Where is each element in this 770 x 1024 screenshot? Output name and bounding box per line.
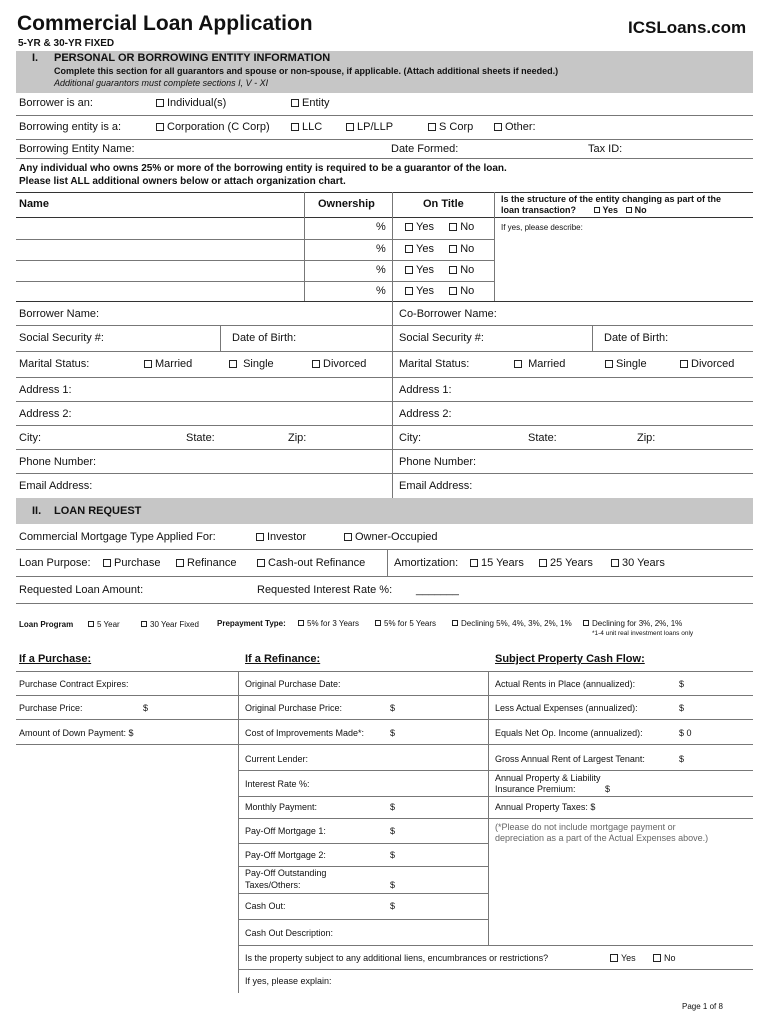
- checkbox[interactable]: [626, 207, 632, 213]
- prepay-option-4[interactable]: Declining for 3%, 2%, 1%: [583, 619, 682, 628]
- date-formed-field[interactable]: Date Formed:: [391, 143, 459, 155]
- coborrower-marital-label: Marital Status:: [399, 358, 470, 370]
- checkbox[interactable]: [470, 559, 478, 567]
- borrower-address1-field[interactable]: Address 1:: [19, 384, 72, 396]
- coborrower-single[interactable]: Single: [605, 358, 647, 370]
- orig-purchase-date-field[interactable]: Original Purchase Date:: [245, 679, 341, 689]
- checkbox[interactable]: [494, 123, 502, 131]
- owner-row-4-pct[interactable]: %: [376, 285, 386, 297]
- owner-row-3-pct[interactable]: %: [376, 264, 386, 276]
- page-number: Page 1 of 8: [682, 1002, 723, 1011]
- orig-purchase-price-field[interactable]: Original Purchase Price:: [245, 703, 343, 713]
- checkbox[interactable]: [344, 533, 352, 541]
- checkbox[interactable]: [405, 266, 413, 274]
- entity-name-field[interactable]: Borrowing Entity Name:: [19, 143, 135, 155]
- owners-title-header: On Title: [423, 198, 464, 210]
- checkbox[interactable]: [605, 360, 613, 368]
- amortization-15[interactable]: 15 Years: [470, 557, 524, 569]
- checkbox[interactable]: [156, 99, 164, 107]
- refi-interest-rate-field[interactable]: Interest Rate %:: [245, 779, 310, 789]
- owners-structure-header: Is the structure of the entity changing as part of the: [501, 194, 722, 204]
- section-1-note: Additional guarantors must complete sections I, V - XI: [54, 78, 269, 88]
- prepay-option-3[interactable]: Declining 5%, 4%, 3%, 2%, 1%: [452, 619, 572, 628]
- cashflow-note-2: depreciation as a part of the Actual Expenses above.): [495, 833, 709, 843]
- coborrower-ssn-field[interactable]: Social Security #:: [399, 332, 484, 344]
- checkbox[interactable]: [428, 123, 436, 131]
- cash-out-field[interactable]: Cash Out:: [245, 901, 286, 911]
- refinance-heading: If a Refinance:: [245, 653, 321, 665]
- mortgage-type-owner-occupied[interactable]: Owner-Occupied: [344, 531, 438, 543]
- borrower-email-field[interactable]: Email Address:: [19, 480, 93, 492]
- borrower-ssn-field[interactable]: Social Security #:: [19, 332, 104, 344]
- current-lender-field[interactable]: Current Lender:: [245, 754, 309, 764]
- coborrower-state-field[interactable]: State:: [528, 432, 557, 444]
- borrower-state-field[interactable]: State:: [186, 432, 215, 444]
- insurance-label-2[interactable]: Insurance Premium:: [495, 784, 576, 794]
- owner-row-2-title[interactable]: Yes No: [405, 243, 474, 255]
- loan-program-5yr[interactable]: 5 Year: [88, 620, 120, 629]
- largest-tenant-field[interactable]: Gross Annual Rent of Largest Tenant:: [495, 754, 645, 764]
- amortization-25[interactable]: 25 Years: [539, 557, 593, 569]
- coborrower-divorced[interactable]: Divorced: [680, 358, 734, 370]
- loan-purpose-label: Loan Purpose:: [19, 557, 91, 569]
- payoff-outstanding-label-2[interactable]: Taxes/Others:: [245, 880, 301, 890]
- section-2-title: LOAN REQUEST: [54, 505, 142, 517]
- coborrower-phone-field[interactable]: Phone Number:: [399, 456, 477, 468]
- improvements-dollar: $: [390, 728, 396, 738]
- borrower-married[interactable]: Married: [144, 358, 192, 370]
- net-op-income-field[interactable]: Equals Net Op. Income (annualized):: [495, 728, 643, 738]
- checkbox[interactable]: [291, 99, 299, 107]
- owner-row-4-title[interactable]: Yes No: [405, 285, 474, 297]
- borrower-single[interactable]: Single: [229, 358, 274, 370]
- tax-id-field[interactable]: Tax ID:: [588, 143, 623, 155]
- coborrower-married[interactable]: Married: [514, 358, 565, 370]
- guarantor-note-1: Any individual who owns 25% or more of the borrowing entity is required to be a guarantor of the loan.: [19, 163, 507, 174]
- monthly-payment-dollar: $: [390, 802, 396, 812]
- loan-purpose-cashout[interactable]: Cash-out Refinance: [257, 557, 365, 569]
- cashflow-heading: Subject Property Cash Flow:: [495, 653, 645, 665]
- property-taxes-field[interactable]: Annual Property Taxes: $: [495, 802, 596, 812]
- checkbox[interactable]: [405, 245, 413, 253]
- checkbox[interactable]: [611, 559, 619, 567]
- prepay-option-1[interactable]: 5% for 3 Years: [298, 619, 359, 628]
- checkbox[interactable]: [449, 245, 457, 253]
- payoff-mortgage-1-dollar: $: [390, 826, 396, 836]
- payoff-mortgage-2-dollar: $: [390, 850, 396, 860]
- purchase-price-field[interactable]: Purchase Price:: [19, 703, 83, 713]
- coborrower-city-field[interactable]: City:: [399, 432, 421, 444]
- checkbox[interactable]: [312, 360, 320, 368]
- entity-type-llc[interactable]: LLC: [291, 121, 322, 133]
- actual-expenses-dollar: $: [679, 703, 685, 713]
- section-1-number: I.: [32, 52, 39, 64]
- section-2-number: II.: [32, 505, 42, 517]
- checkbox[interactable]: [291, 123, 299, 131]
- liens-yes[interactable]: Yes: [610, 953, 636, 963]
- checkbox[interactable]: [405, 223, 413, 231]
- borrower-dob-field[interactable]: Date of Birth:: [232, 332, 297, 344]
- coborrower-name-field[interactable]: Co-Borrower Name:: [399, 308, 497, 320]
- cash-out-description-field[interactable]: Cash Out Description:: [245, 928, 334, 938]
- coborrower-address1-field[interactable]: Address 1:: [399, 384, 452, 396]
- section-1-instructions: Complete this section for all guarantors and spouse or non-spouse, if applicable. (Attach additional sheets if needed.): [54, 66, 559, 76]
- owners-structure-header-2: loan transaction? Yes No: [501, 205, 647, 215]
- checkbox[interactable]: [176, 559, 184, 567]
- borrower-city-field[interactable]: City:: [19, 432, 41, 444]
- interest-rate-blank[interactable]: _______: [416, 584, 459, 596]
- checkbox[interactable]: [346, 123, 354, 131]
- purchase-heading: If a Purchase:: [19, 653, 92, 665]
- owner-row-2-pct[interactable]: %: [376, 243, 386, 255]
- largest-tenant-dollar: $: [679, 754, 685, 764]
- payoff-mortgage-1-field[interactable]: Pay-Off Mortgage 1:: [245, 826, 326, 836]
- checkbox[interactable]: [229, 360, 237, 368]
- interest-rate-field[interactable]: Requested Interest Rate %:: [257, 584, 393, 596]
- owners-ownership-header: Ownership: [318, 198, 375, 210]
- orig-purchase-price-dollar: $: [390, 703, 396, 713]
- checkbox[interactable]: [405, 287, 413, 295]
- checkbox[interactable]: [141, 621, 147, 627]
- payoff-mortgage-2-field[interactable]: Pay-Off Mortgage 2:: [245, 850, 326, 860]
- net-op-income-value: $ 0: [679, 728, 692, 738]
- checkbox[interactable]: [514, 360, 522, 368]
- monthly-payment-field[interactable]: Monthly Payment:: [245, 802, 318, 812]
- entity-type-lp[interactable]: LP/LLP: [346, 121, 393, 133]
- structure-describe-field[interactable]: If yes, please describe:: [501, 223, 583, 232]
- loan-program-label: Loan Program: [19, 620, 74, 629]
- coborrower-email-field[interactable]: Email Address:: [399, 480, 473, 492]
- mortgage-type-label: Commercial Mortgage Type Applied For:: [19, 531, 216, 543]
- checkbox[interactable]: [594, 207, 600, 213]
- cashflow-note-1: (*Please do not include mortgage payment or: [495, 822, 676, 832]
- checkbox[interactable]: [103, 559, 111, 567]
- checkbox[interactable]: [156, 123, 164, 131]
- checkbox[interactable]: [680, 360, 688, 368]
- page-subtitle: 5-YR & 30-YR FIXED: [18, 38, 115, 49]
- improvements-field[interactable]: Cost of Improvements Made*:: [245, 728, 365, 738]
- borrower-zip-field[interactable]: Zip:: [288, 432, 307, 444]
- cash-out-dollar: $: [390, 901, 396, 911]
- checkbox[interactable]: [452, 620, 458, 626]
- insurance-label[interactable]: Annual Property & Liability: [495, 773, 601, 783]
- coborrower-address2-field[interactable]: Address 2:: [399, 408, 452, 420]
- payoff-outstanding-label[interactable]: Pay-Off Outstanding: [245, 868, 327, 878]
- checkbox[interactable]: [449, 223, 457, 231]
- entity-type-label: Borrowing entity is a:: [19, 121, 122, 133]
- coborrower-dob-field[interactable]: Date of Birth:: [604, 332, 669, 344]
- prepayment-type-label: Prepayment Type:: [217, 619, 286, 628]
- amortization-label: Amortization:: [394, 557, 459, 569]
- section-1-title: PERSONAL OR BORROWING ENTITY INFORMATION: [54, 52, 331, 64]
- entity-type-other[interactable]: Other:: [494, 121, 536, 133]
- purchase-contract-field[interactable]: Purchase Contract Expires:: [19, 679, 129, 689]
- checkbox[interactable]: [539, 559, 547, 567]
- liens-explain-field[interactable]: If yes, please explain:: [245, 976, 332, 986]
- loan-amount-field[interactable]: Requested Loan Amount:: [19, 584, 144, 596]
- checkbox[interactable]: [88, 621, 94, 627]
- checkbox[interactable]: [375, 620, 381, 626]
- loan-program-30yr[interactable]: 30 Year Fixed: [141, 620, 199, 629]
- owner-row-3-title[interactable]: Yes No: [405, 264, 474, 276]
- borrower-divorced[interactable]: Divorced: [312, 358, 366, 370]
- down-payment-field[interactable]: Amount of Down Payment: $: [19, 728, 134, 738]
- borrower-type-individual[interactable]: Individual(s): [156, 97, 226, 109]
- page-title: Commercial Loan Application: [17, 12, 313, 35]
- borrower-marital-label: Marital Status:: [19, 358, 90, 370]
- checkbox[interactable]: [610, 954, 618, 962]
- checkbox[interactable]: [449, 266, 457, 274]
- purchase-price-dollar: $: [143, 703, 149, 713]
- owner-row-1-pct[interactable]: %: [376, 221, 386, 233]
- site-name: ICSLoans.com: [628, 18, 747, 37]
- borrower-name-field[interactable]: Borrower Name:: [19, 308, 100, 320]
- amortization-30[interactable]: 30 Years: [611, 557, 665, 569]
- borrower-phone-field[interactable]: Phone Number:: [19, 456, 97, 468]
- insurance-dollar: $: [605, 784, 611, 794]
- checkbox[interactable]: [257, 559, 265, 567]
- actual-expenses-field[interactable]: Less Actual Expenses (annualized):: [495, 703, 638, 713]
- owner-row-1-title[interactable]: Yes No: [405, 221, 474, 233]
- actual-rents-field[interactable]: Actual Rents in Place (annualized):: [495, 679, 636, 689]
- checkbox[interactable]: [449, 287, 457, 295]
- checkbox[interactable]: [583, 620, 589, 626]
- prepay-footnote: *1-4 unit real investment loans only: [592, 630, 694, 637]
- entity-type-corp[interactable]: Corporation (C Corp): [156, 121, 270, 133]
- liens-question: Is the property subject to any additional liens, encumbrances or restrictions?: [245, 953, 549, 963]
- entity-type-scorp[interactable]: S Corp: [428, 121, 473, 133]
- mortgage-type-investor[interactable]: Investor: [256, 531, 306, 543]
- actual-rents-dollar: $: [679, 679, 685, 689]
- checkbox[interactable]: [298, 620, 304, 626]
- loan-purpose-purchase[interactable]: Purchase: [103, 557, 160, 569]
- borrower-type-entity[interactable]: Entity: [291, 97, 330, 109]
- checkbox[interactable]: [653, 954, 661, 962]
- borrower-address2-field[interactable]: Address 2:: [19, 408, 72, 420]
- checkbox[interactable]: [256, 533, 264, 541]
- checkbox[interactable]: [144, 360, 152, 368]
- owners-name-header: Name: [19, 198, 49, 210]
- coborrower-zip-field[interactable]: Zip:: [637, 432, 656, 444]
- guarantor-note-2: Please list ALL additional owners below or attach organization chart.: [19, 176, 346, 187]
- prepay-option-2[interactable]: 5% for 5 Years: [375, 619, 436, 628]
- borrower-type-label: Borrower is an:: [19, 97, 93, 109]
- loan-purpose-refinance[interactable]: Refinance: [176, 557, 237, 569]
- payoff-outstanding-dollar: $: [390, 880, 396, 890]
- liens-no[interactable]: No: [653, 953, 676, 963]
